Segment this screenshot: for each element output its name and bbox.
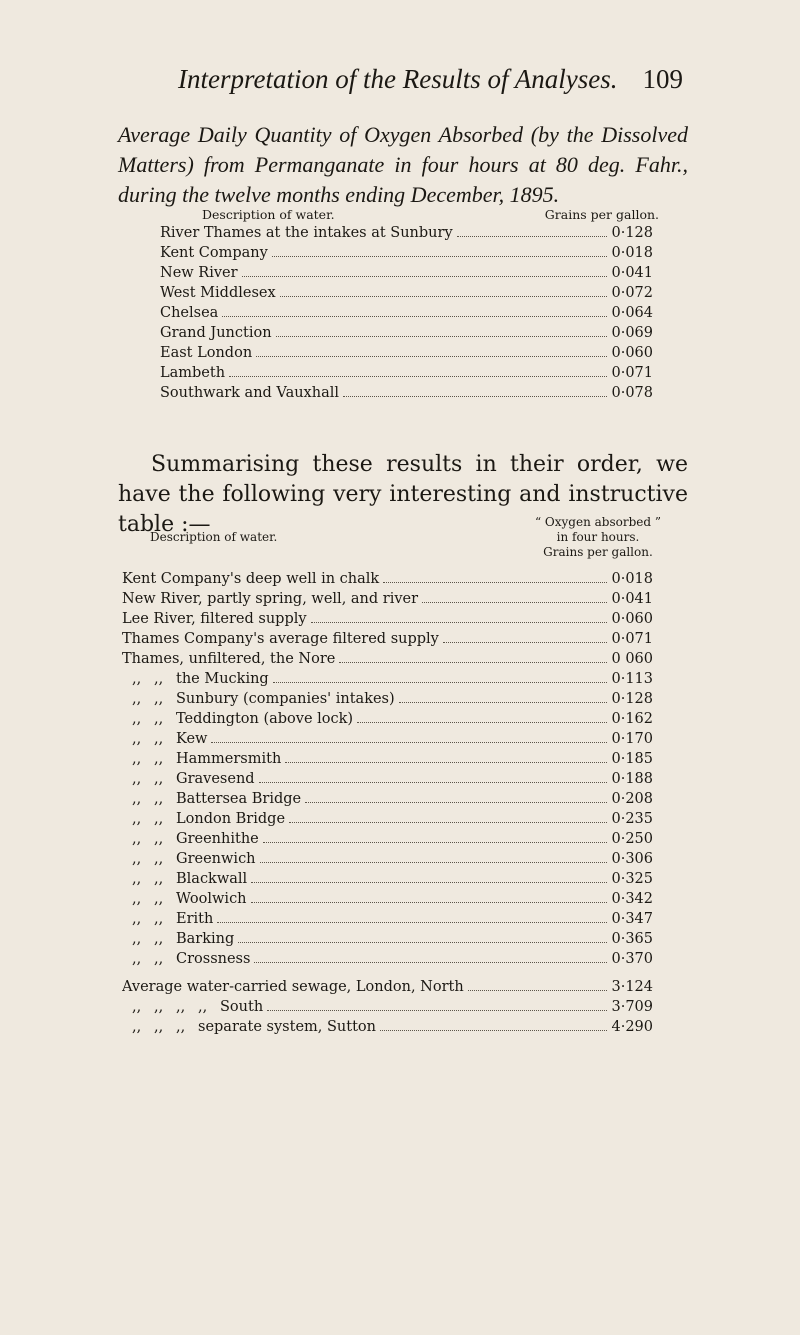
column-header-unit	[535, 515, 661, 560]
ditto-mark: ,,	[154, 671, 164, 687]
row-label: Woolwich	[176, 891, 247, 907]
dot-leader	[443, 642, 608, 643]
ditto-mark: ,,	[132, 671, 142, 687]
row-label-cell	[122, 871, 247, 887]
table-row	[122, 731, 653, 751]
dot-leader	[273, 682, 608, 683]
dot-leader	[254, 962, 607, 963]
ditto-mark: ,,	[154, 771, 164, 787]
row-value: 0·113	[611, 671, 653, 687]
row-label-cell	[160, 345, 252, 361]
row-label-cell	[122, 911, 213, 927]
row-label-cell	[122, 691, 395, 707]
row-label-cell	[122, 711, 353, 727]
table-row	[160, 345, 653, 365]
ditto-mark: ,,	[154, 951, 164, 967]
row-value: 0·078	[611, 385, 653, 401]
table-row	[122, 911, 653, 931]
row-value: 0·325	[611, 871, 653, 887]
ditto-mark: ,,	[132, 891, 142, 907]
row-label-cell	[160, 265, 238, 281]
table-row	[122, 1019, 653, 1039]
page-number: 109	[642, 64, 683, 94]
ditto-mark: ,,	[132, 811, 142, 827]
ditto-mark: ,,	[132, 911, 142, 927]
ditto-mark: ,,	[154, 811, 164, 827]
table-caption: Average Daily Quantity of Oxygen Absorbed (by the Dissolved Matters) from Permanganate in four hours at 80 deg. Fahr., during the twelve months ending December, 1895.	[118, 122, 688, 207]
table-row	[122, 831, 653, 851]
row-value: 0·342	[611, 891, 653, 907]
row-label: Greenwich	[176, 851, 256, 867]
table-row	[160, 225, 653, 245]
oxygen-by-company-table	[160, 207, 659, 405]
table-row	[122, 851, 653, 871]
row-label: Thames, unfiltered, the Nore	[122, 651, 336, 667]
row-label: Kew	[176, 731, 208, 747]
dot-leader	[267, 1010, 607, 1011]
dot-leader	[339, 662, 607, 663]
dot-leader	[217, 922, 607, 923]
dot-leader	[457, 236, 608, 237]
row-value: 0·128	[611, 691, 653, 707]
dot-leader	[272, 256, 608, 257]
row-label-cell	[160, 245, 268, 261]
row-label-cell	[122, 651, 335, 667]
ditto-mark: ,,	[154, 751, 164, 767]
row-label: Teddington (above lock)	[176, 711, 354, 727]
table-row	[122, 571, 653, 591]
table-row	[160, 385, 653, 405]
dot-leader	[229, 376, 607, 377]
table-body	[160, 225, 653, 405]
ditto-mark: ,,	[176, 999, 186, 1015]
row-label: Thames Company's average filtered supply	[122, 631, 439, 647]
row-label-cell	[122, 571, 379, 587]
table-row	[160, 245, 653, 265]
ditto-mark: ,,	[132, 711, 142, 727]
ditto-mark: ,,	[132, 931, 142, 947]
running-head-title: Interpretation of the Results of Analyses.	[178, 64, 618, 94]
row-label-cell	[122, 751, 281, 767]
dot-leader	[256, 356, 607, 357]
ditto-mark: ,,	[154, 711, 164, 727]
dot-leader	[276, 336, 608, 337]
row-value: 3·124	[611, 979, 653, 995]
dot-leader	[285, 762, 607, 763]
row-label: separate system, Sutton	[198, 1019, 376, 1035]
dot-leader	[222, 316, 607, 317]
row-value: 0·170	[611, 731, 653, 747]
row-label-cell	[160, 225, 453, 241]
row-label: Erith	[176, 911, 214, 927]
dot-leader	[280, 296, 608, 297]
dot-leader	[238, 942, 607, 943]
row-value: 0·365	[611, 931, 653, 947]
table-row	[122, 611, 653, 631]
row-label-cell	[122, 891, 247, 907]
column-header-description: Description of water.	[150, 530, 278, 544]
table-row	[160, 325, 653, 345]
row-value: 0·064	[611, 305, 653, 321]
ditto-mark: ,,	[154, 871, 164, 887]
row-label-cell	[160, 365, 225, 381]
body-paragraph: Summarising these results in their order, we have the following very interesting and instructive table :—	[118, 452, 688, 537]
row-label: South	[220, 999, 264, 1015]
row-value: 0·370	[611, 951, 653, 967]
table-row	[122, 711, 653, 731]
row-label: Chelsea	[160, 305, 219, 321]
ditto-mark: ,,	[154, 831, 164, 847]
table-body	[122, 571, 653, 1039]
ditto-mark: ,,	[154, 851, 164, 867]
row-label-cell	[122, 631, 439, 647]
row-value: 0·071	[611, 631, 653, 647]
dot-leader	[263, 842, 608, 843]
row-label: Kent Company's deep well in chalk	[122, 571, 380, 587]
ditto-mark: ,,	[132, 1019, 142, 1035]
row-label: New River	[160, 265, 238, 281]
row-label: Grand Junction	[160, 325, 272, 341]
row-label-cell	[122, 611, 307, 627]
table-row	[122, 751, 653, 771]
dot-leader	[380, 1030, 607, 1031]
row-value: 0·235	[611, 811, 653, 827]
row-label: Hammersmith	[176, 751, 282, 767]
dot-leader	[251, 902, 608, 903]
column-header-unit: Grains per gallon.	[544, 207, 659, 222]
table-row	[122, 999, 653, 1019]
row-value: 0·347	[611, 911, 653, 927]
table-row	[122, 651, 653, 671]
ditto-mark: ,,	[154, 931, 164, 947]
row-label: River Thames at the intakes at Sunbury	[160, 225, 453, 241]
running-head	[178, 64, 683, 95]
dot-leader	[211, 742, 607, 743]
row-label: Lambeth	[160, 365, 226, 381]
row-label: West Middlesex	[160, 285, 276, 301]
dot-leader	[251, 882, 607, 883]
table-row	[122, 631, 653, 651]
table-row	[122, 891, 653, 911]
dot-leader	[242, 276, 608, 277]
row-value: 0·018	[611, 571, 653, 587]
ditto-mark: ,,	[132, 771, 142, 787]
ditto-mark: ,,	[132, 951, 142, 967]
ditto-mark: ,,	[198, 999, 208, 1015]
row-label-cell	[160, 325, 272, 341]
dot-leader	[399, 702, 608, 703]
summary-ranking-table	[122, 515, 661, 1039]
row-label: London Bridge	[176, 811, 286, 827]
table-row	[122, 671, 653, 691]
ditto-mark: ,,	[154, 891, 164, 907]
dot-leader	[468, 990, 608, 991]
row-label: Blackwall	[176, 871, 248, 887]
row-label-cell	[122, 831, 259, 847]
table-row	[122, 811, 653, 831]
row-value: 0·018	[611, 245, 653, 261]
ditto-mark: ,,	[154, 1019, 164, 1035]
dot-leader	[259, 782, 608, 783]
row-label-cell	[160, 305, 218, 321]
table-row	[160, 305, 653, 325]
row-value: 0·188	[611, 771, 653, 787]
ditto-mark: ,,	[154, 911, 164, 927]
row-label-cell	[122, 1019, 376, 1035]
unit-line-2: in four hours.	[556, 530, 640, 544]
ditto-mark: ,,	[154, 791, 164, 807]
dot-leader	[260, 862, 608, 863]
row-label-cell	[122, 979, 464, 995]
table-header	[160, 207, 659, 225]
row-label: Southwark and Vauxhall	[160, 385, 339, 401]
row-label-cell	[122, 851, 256, 867]
table-row	[160, 365, 653, 385]
ditto-mark: ,,	[132, 791, 142, 807]
row-label: Greenhithe	[176, 831, 259, 847]
row-label-cell	[160, 385, 339, 401]
row-value: 0·041	[611, 265, 653, 281]
ditto-mark: ,,	[154, 731, 164, 747]
row-label: Kent Company	[160, 245, 268, 261]
ditto-mark: ,,	[154, 999, 164, 1015]
row-value: 0·060	[611, 345, 653, 361]
row-value: 0·071	[611, 365, 653, 381]
table-row	[122, 691, 653, 711]
ditto-mark: ,,	[132, 751, 142, 767]
row-label-cell	[122, 591, 418, 607]
ditto-mark: ,,	[132, 831, 142, 847]
row-value: 0·208	[611, 791, 653, 807]
row-label-cell	[122, 951, 250, 967]
row-value: 3·709	[611, 999, 653, 1015]
row-label: Barking	[176, 931, 235, 947]
dot-leader	[357, 722, 607, 723]
row-value: 0·069	[611, 325, 653, 341]
unit-line-3: Grains per gallon.	[543, 545, 653, 559]
table-row	[122, 871, 653, 891]
row-value: 0·060	[611, 611, 653, 627]
table-row	[160, 285, 653, 305]
row-label-cell	[122, 791, 301, 807]
row-label: Battersea Bridge	[176, 791, 302, 807]
section-gap	[122, 971, 653, 979]
unit-line-1: “ Oxygen absorbed ”	[534, 515, 661, 529]
ditto-mark: ,,	[132, 851, 142, 867]
row-value: 4·290	[611, 1019, 653, 1035]
row-label: East London	[160, 345, 253, 361]
table-row	[122, 791, 653, 811]
dot-leader	[305, 802, 607, 803]
row-label: Crossness	[176, 951, 251, 967]
table-row	[122, 951, 653, 971]
column-header-description: Description of water.	[202, 207, 335, 222]
ditto-mark: ,,	[132, 999, 142, 1015]
row-value: 0·128	[611, 225, 653, 241]
ditto-mark: ,,	[154, 691, 164, 707]
row-value: 0·162	[611, 711, 653, 727]
row-value: 0 060	[611, 651, 653, 667]
row-value: 0·306	[611, 851, 653, 867]
ditto-mark: ,,	[132, 731, 142, 747]
row-label-cell	[122, 771, 255, 787]
row-label: Sunbury (companies' intakes)	[176, 691, 395, 707]
ditto-mark: ,,	[132, 691, 142, 707]
row-label: Average water-carried sewage, London, North	[122, 979, 464, 995]
dot-leader	[422, 602, 607, 603]
row-label: New River, partly spring, well, and river	[122, 591, 419, 607]
table-row	[122, 979, 653, 999]
row-label-cell	[122, 811, 285, 827]
table-row	[122, 591, 653, 611]
dot-leader	[343, 396, 608, 397]
row-label: Gravesend	[176, 771, 255, 787]
dot-leader	[289, 822, 607, 823]
table-header	[122, 515, 661, 571]
ditto-mark: ,,	[132, 871, 142, 887]
table-row	[122, 931, 653, 951]
row-label: the Mucking	[176, 671, 269, 687]
row-label-cell	[122, 931, 234, 947]
row-value: 0·250	[611, 831, 653, 847]
row-value: 0·185	[611, 751, 653, 767]
table-row	[122, 771, 653, 791]
row-label-cell	[122, 671, 269, 687]
row-value: 0·041	[611, 591, 653, 607]
ditto-mark: ,,	[176, 1019, 186, 1035]
row-label-cell	[122, 999, 263, 1015]
table-row	[160, 265, 653, 285]
row-label: Lee River, filtered supply	[122, 611, 307, 627]
dot-leader	[311, 622, 608, 623]
dot-leader	[383, 582, 607, 583]
row-label-cell	[122, 731, 207, 747]
row-value: 0·072	[611, 285, 653, 301]
row-label-cell	[160, 285, 276, 301]
